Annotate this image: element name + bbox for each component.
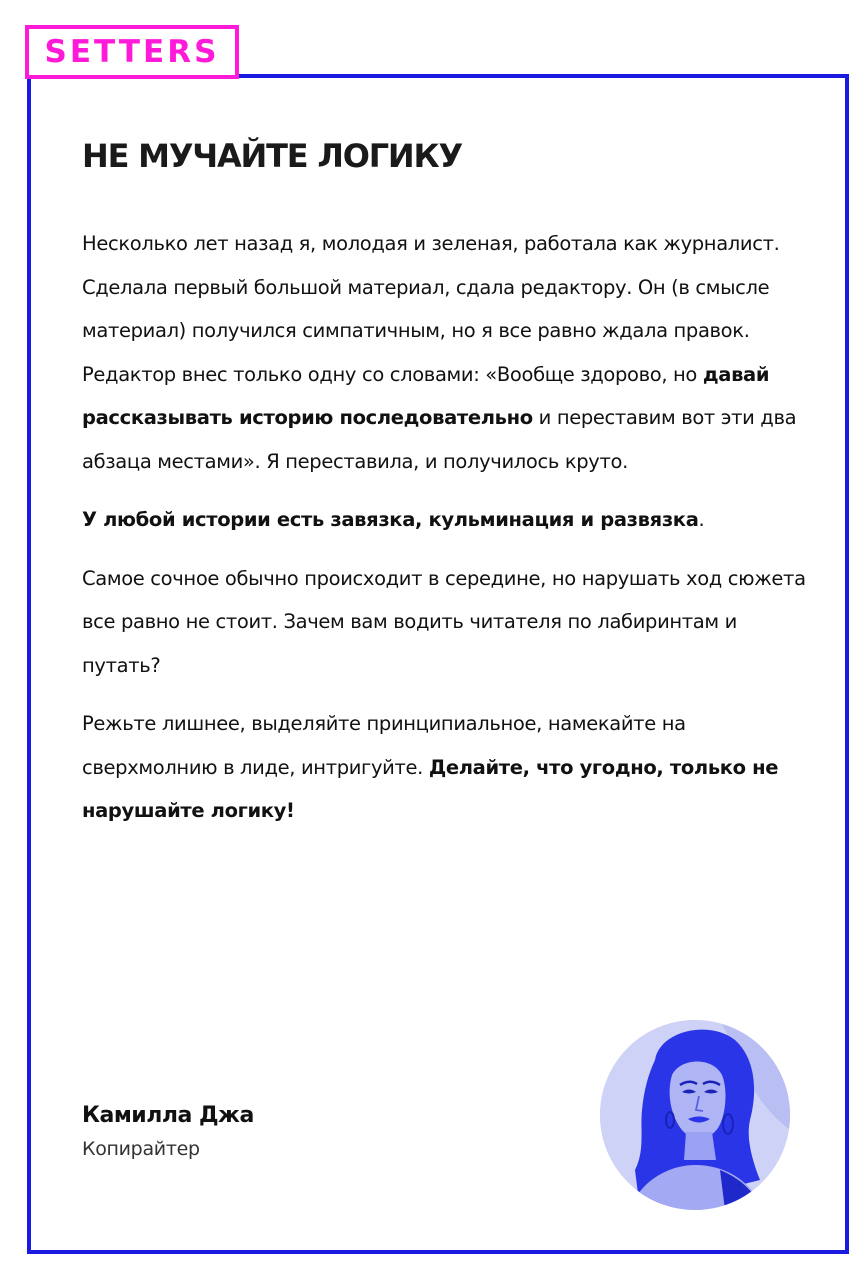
paragraph-1-bold: давай рассказывать историю последовательно: [82, 362, 770, 429]
paragraph-2-bold: У любой истории есть завязка, кульминация и развязка: [82, 508, 699, 531]
paragraph-3: [82, 557, 812, 688]
article-body: [82, 222, 812, 848]
author-photo: [600, 1020, 790, 1210]
page-title: НЕ МУЧАЙТЕ ЛОГИКУ: [82, 137, 462, 175]
paragraph-2: [82, 498, 812, 542]
paragraph-4: [82, 702, 812, 833]
paragraph-1-text-b: и переставим вот эти два абзаца местами». Я переставила, и получилось круто.: [82, 406, 797, 473]
paragraph-4-bold: Делайте, что угодно, только не нарушайте логику!: [82, 755, 779, 822]
author-name: Камилла Джа: [82, 1103, 254, 1128]
paragraph-1: [82, 222, 812, 483]
author-portrait-icon: [600, 1020, 790, 1210]
paragraph-3-text: Самое сочное обычно происходит в середине, но нарушать ход сюжета все равно не стоит. Зачем вам водить читателя по лабиринтам и путать?: [82, 566, 806, 677]
setters-logo: [25, 25, 239, 79]
logo-text: SETTERS: [44, 33, 220, 70]
paragraph-4-text: Режьте лишнее, выделяйте принципиальное, намекайте на сверхмолнию в лиде, интригуйте.: [82, 712, 686, 779]
author-role: Копирайтер: [82, 1138, 200, 1160]
paragraph-2-text: .: [698, 508, 705, 531]
paragraph-1-text-a: Несколько лет назад я, молодая и зеленая, работала как журналист. Сделала первый большой материал, сдала редактору. Он (в смысле материал) получился симпатичным, но я все равно ждала правок. Редактор внес только одну со словами: «Вообще здорово, но: [82, 232, 780, 386]
